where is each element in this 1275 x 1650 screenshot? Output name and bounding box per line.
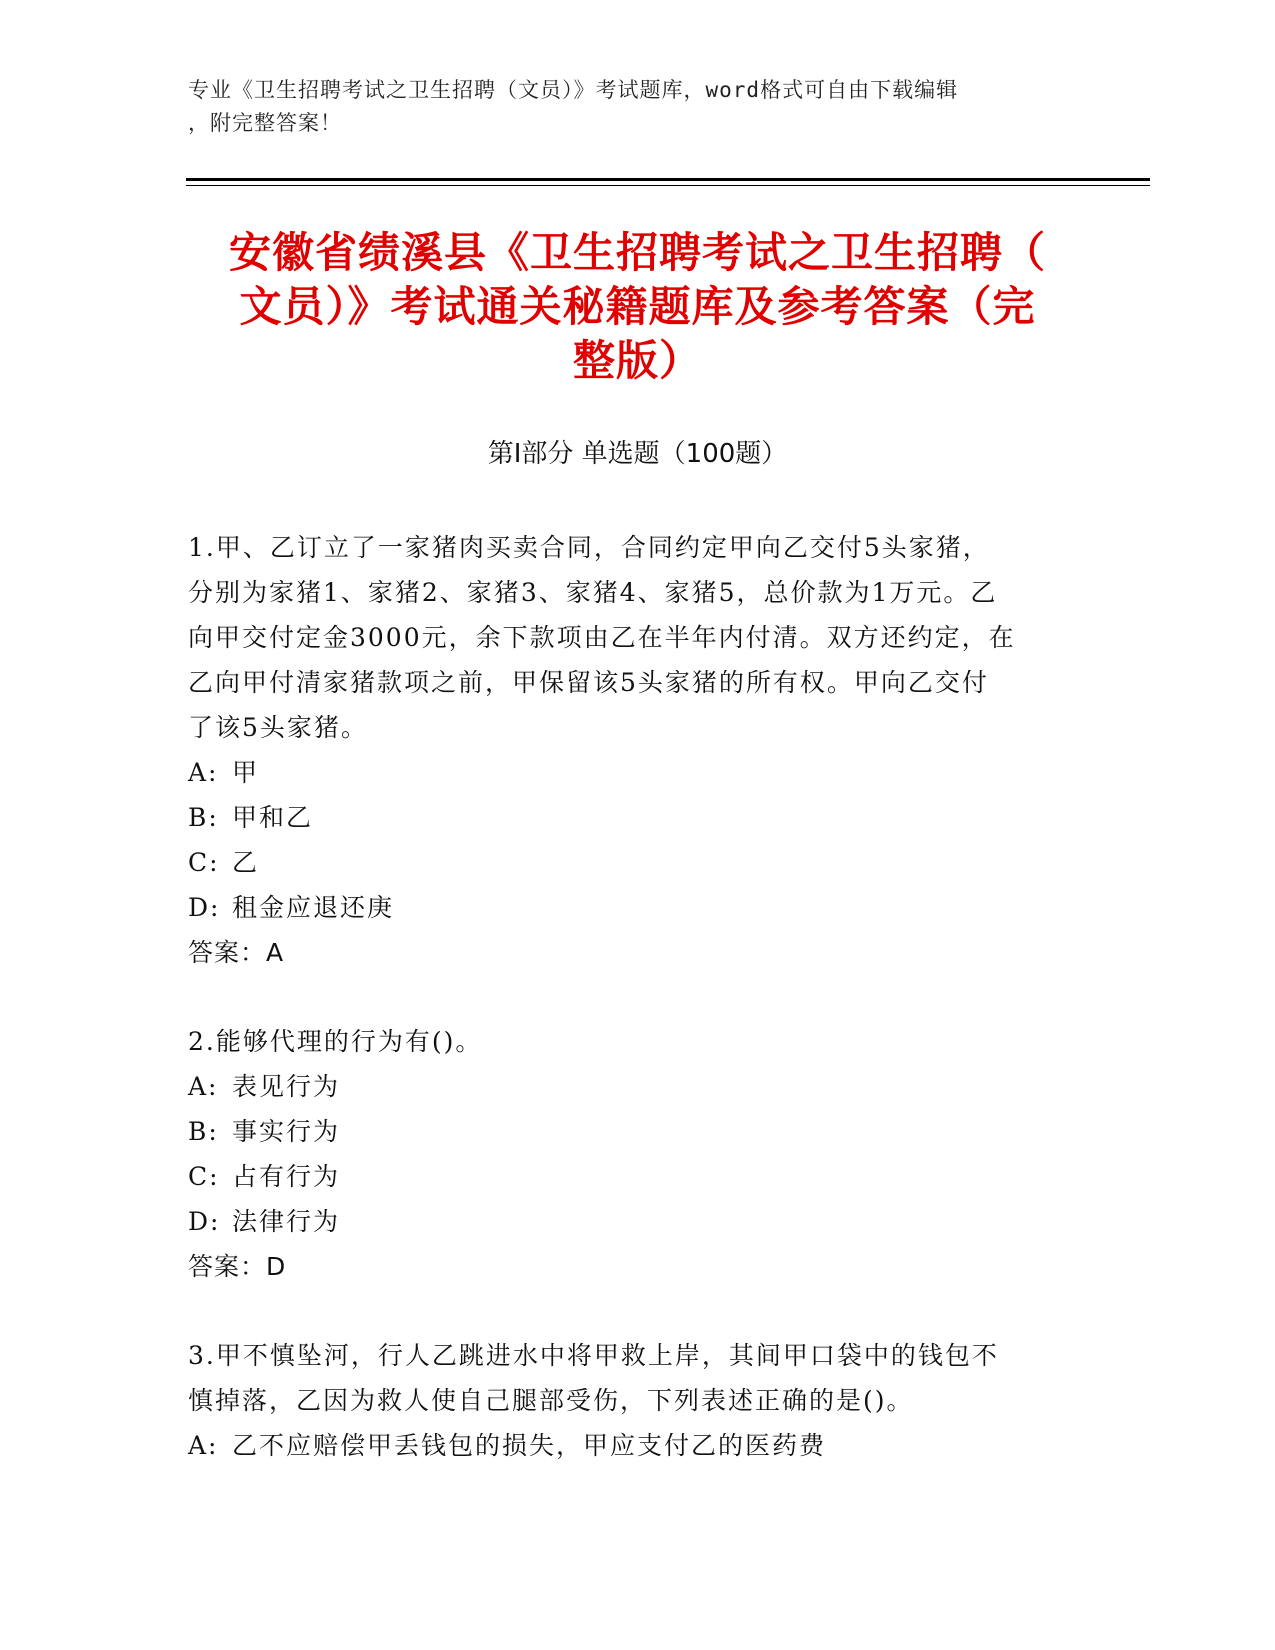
question-stem-line: 3.甲不慎坠河，行人乙跳进水中将甲救上岸，其间甲口袋中的钱包不	[188, 1341, 999, 1370]
header-note-line-1: 专业《卫生招聘考试之卫生招聘（文员）》考试题库，word格式可自由下载编辑	[188, 78, 959, 102]
option-text: 法律行为	[232, 1207, 341, 1236]
question-3	[188, 1333, 1083, 1468]
question-stem-line: 乙向甲付清家猪款项之前，甲保留该5头家猪的所有权。甲向乙交付	[188, 668, 989, 697]
option-key: B:	[188, 803, 219, 832]
document-title-line-1: 安徽省绩溪县《卫生招聘考试之卫生招聘（	[228, 228, 1046, 277]
option-text: 乙	[232, 848, 260, 877]
question-1	[188, 525, 1083, 975]
question-stem-line: 2.能够代理的行为有()。	[188, 1027, 483, 1056]
option-text: 甲	[232, 758, 260, 787]
option-key: A:	[188, 1072, 219, 1101]
question-2-option-b	[188, 1109, 1083, 1154]
question-1-stem	[188, 525, 1083, 750]
option-key: D:	[188, 893, 221, 922]
option-text: 乙不应赔偿甲丢钱包的损失，甲应支付乙的医药费	[232, 1431, 827, 1460]
option-key: A:	[188, 758, 219, 787]
option-key: B:	[188, 1117, 219, 1146]
question-1-option-a	[188, 750, 1083, 795]
question-2-option-d	[188, 1199, 1083, 1244]
option-key: A:	[188, 1431, 219, 1460]
option-text: 租金应退还庚	[232, 893, 395, 922]
document-title-line-3: 整版）	[572, 336, 702, 385]
question-1-answer: 答案：A	[188, 938, 285, 967]
option-text: 事实行为	[232, 1117, 341, 1146]
question-1-option-c	[188, 840, 1083, 885]
document-title	[180, 226, 1095, 388]
header-note	[188, 74, 1088, 140]
question-1-option-d	[188, 885, 1083, 930]
question-3-option-a	[188, 1423, 1083, 1468]
option-key: D:	[188, 1207, 221, 1236]
question-3-stem	[188, 1333, 1083, 1423]
question-2-option-c	[188, 1154, 1083, 1199]
option-key: C:	[188, 848, 220, 877]
option-key: C:	[188, 1162, 220, 1191]
question-2-answer: 答案：D	[188, 1252, 287, 1281]
section-heading: 第Ⅰ部分 单选题（100题）	[487, 439, 788, 469]
question-2-option-a	[188, 1064, 1083, 1109]
question-1-option-b	[188, 795, 1083, 840]
question-2-stem	[188, 1019, 1083, 1064]
question-stem-line: 1.甲、乙订立了一家猪肉买卖合同，合同约定甲向乙交付5头家猪，	[188, 533, 990, 562]
question-stem-line: 向甲交付定金3000元，余下款项由乙在半年内付清。双方还约定，在	[188, 623, 1016, 652]
header-divider-thick	[186, 178, 1150, 181]
question-2	[188, 1019, 1083, 1289]
question-list	[188, 525, 1083, 1512]
question-stem-line: 分别为家猪1、家猪2、家猪3、家猪4、家猪5，总价款为1万元。乙	[188, 578, 998, 607]
document-title-line-2: 文员）》考试通关秘籍题库及参考答案（完	[239, 282, 1036, 331]
header-divider-thin	[186, 185, 1150, 186]
option-text: 占有行为	[232, 1162, 341, 1191]
header-note-line-2: ，附完整答案！	[188, 111, 342, 135]
question-stem-line: 慎掉落，乙因为救人使自己腿部受伤，下列表述正确的是()。	[188, 1386, 914, 1415]
option-text: 表见行为	[232, 1072, 341, 1101]
option-text: 甲和乙	[232, 803, 314, 832]
question-stem-line: 了该5头家猪。	[188, 713, 368, 742]
